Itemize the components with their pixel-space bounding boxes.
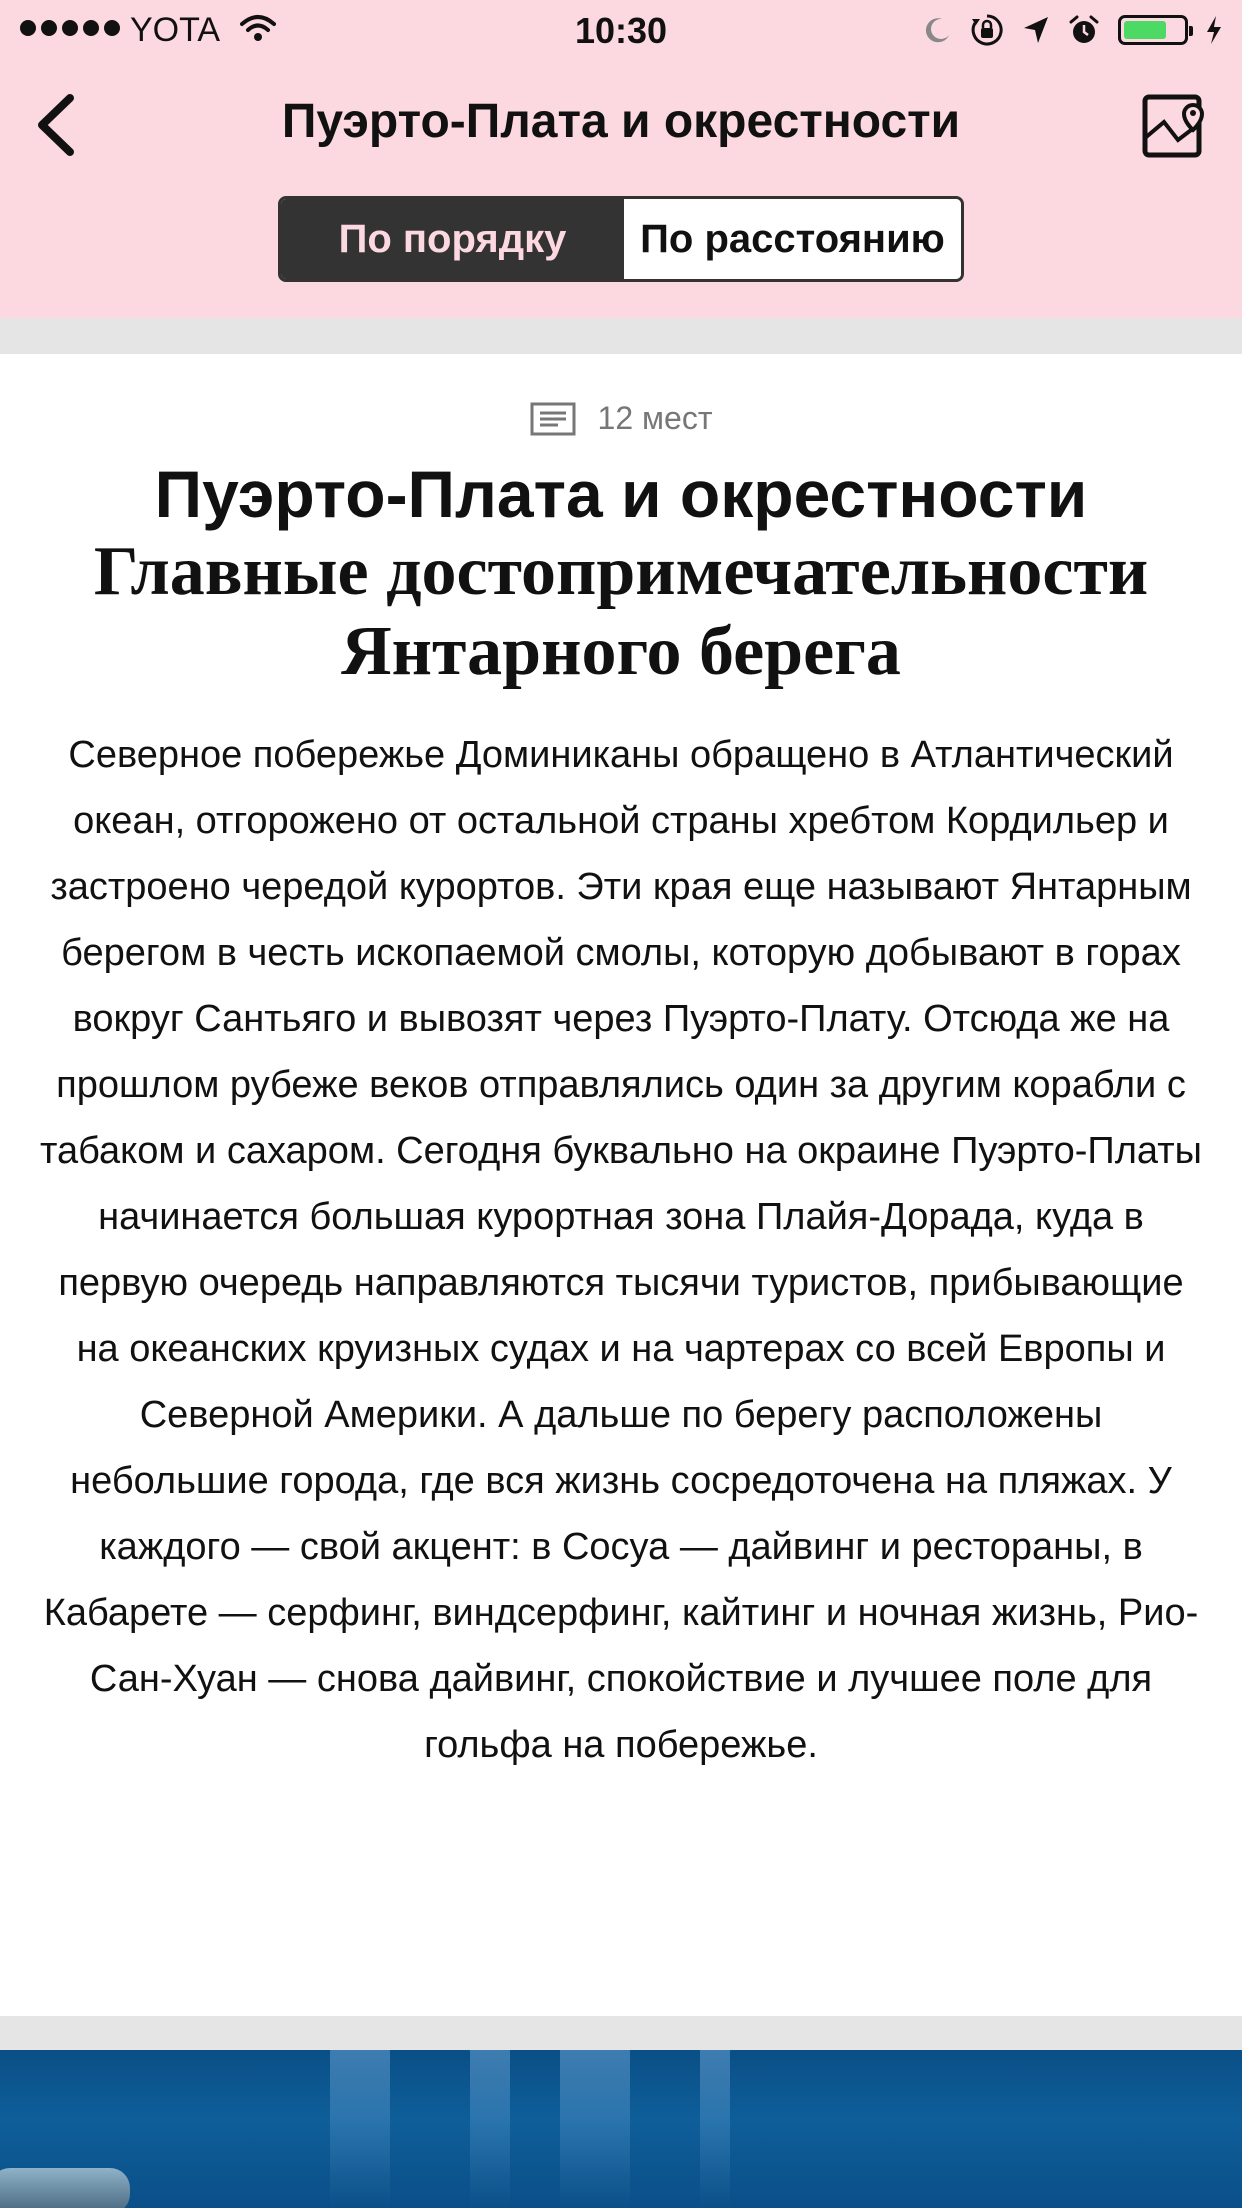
article-title: Пуэрто-Плата и окрестности bbox=[154, 457, 1088, 531]
alarm-icon bbox=[1068, 14, 1100, 46]
status-time: 10:30 bbox=[574, 10, 668, 51]
chevron-left-icon[interactable] bbox=[28, 90, 88, 160]
article-subtitle: Главные достопримечательности Янтарного берега bbox=[93, 533, 1149, 690]
nav-header bbox=[0, 60, 1242, 318]
section-divider bbox=[0, 2016, 1242, 2050]
rotation-lock-icon bbox=[970, 13, 1004, 47]
list-icon bbox=[530, 402, 576, 436]
location-arrow-icon bbox=[1022, 15, 1050, 45]
segment-by-order[interactable]: По порядку bbox=[281, 199, 624, 279]
charging-bolt-icon bbox=[1206, 15, 1222, 45]
sort-segmented-control bbox=[278, 196, 964, 282]
page-title: Пуэрто-Плата и окрестности bbox=[281, 95, 961, 148]
places-count: 12 мест bbox=[597, 400, 713, 436]
carrier-name: YOTA bbox=[130, 11, 221, 49]
article-body: Северное побережье Доминиканы обращено в Атлантический океан, отгорожено от остальной страны хребтом Кордильер и застроено чередой курортов. Эти края еще называют Янтарным берегом в честь ископаемой смолы, которую добывают в горах вокруг Сантьяго и вывозят через Пуэрто-Плату. Отсюда же на прошлом рубеже веков отправлялись один за другим корабли с табаком и сахаром. Сегодня буквально на окраине Пуэрто-Платы начинается большая курортная зона Плайя-Дорада, куда в первую очередь направляются тысячи туристов, прибывающие на океанских круизных судах и на чартерах со всей Европы и Северной Америки. А дальше по берегу расположены небольшие города, где вся жизнь сосредоточена на пляжах. У каждого — свой акцент: в Сосуа — дайвинг и рестораны, в Кабарете — серфинг, виндсерфинг, кайтинг и ночная жизнь, Рио-Сан-Хуан — снова дайвинг, спокойствие и лучшее поле для гольфа на побережье. bbox=[40, 734, 1202, 1766]
section-divider bbox=[0, 318, 1242, 354]
place-photo[interactable] bbox=[0, 2050, 1242, 2208]
status-bar bbox=[0, 0, 1242, 60]
battery-icon bbox=[1118, 15, 1188, 45]
map-icon[interactable] bbox=[1142, 94, 1206, 160]
segment-by-distance[interactable]: По расстоянию bbox=[624, 199, 961, 279]
places-count-row bbox=[0, 400, 1242, 437]
moon-icon bbox=[922, 15, 952, 45]
